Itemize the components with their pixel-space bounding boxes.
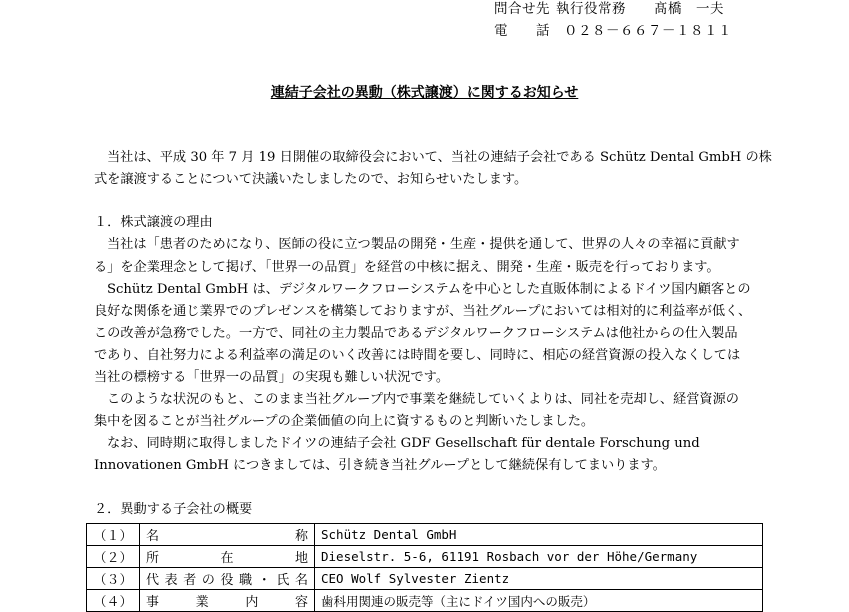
table-row: [87, 568, 763, 590]
row-number: （３）: [87, 568, 140, 590]
row-value: Schütz Dental GmbH: [315, 524, 763, 546]
row-item-label: 事業内容: [146, 595, 308, 610]
section1-line: 良好な関係を通じ業界でのプレゼンスを構築しておりますが、当社グループにおいては相対的に利益率が低く、: [94, 304, 752, 319]
row-value: CEO Wolf Sylvester Zientz: [315, 568, 763, 590]
section1-line: このような状況のもと、このまま当社グループ内で事業を継続していくよりは、同社を売却し、経営資源の: [107, 392, 739, 407]
section1-line: 当社は「患者のためになり、医師の役に立つ製品の開発・生産・提供を通して、世界の人々の幸福に貢献す: [107, 237, 740, 252]
section2-heading: ２．異動する子会社の概要: [94, 502, 253, 517]
row-number: （２）: [87, 546, 140, 568]
row-item-label: 名称: [146, 529, 308, 544]
phone-number: ０２８－６６７－１８１１: [564, 23, 732, 39]
section1-line: この改善が急務でした。一方で、同社の主力製品であるデジタルワークフローシステムは他社からの仕入製品: [94, 326, 738, 341]
table-row: [87, 524, 763, 546]
row-number: （１）: [87, 524, 140, 546]
section1-line: Innovationen GmbH につきましては、引き続き当社グループとして継続保有してまいります。: [94, 458, 666, 473]
intro-line: 式を譲渡することについて決議いたしましたので、お知らせいたします。: [94, 172, 528, 187]
contact-inquiry: [494, 0, 724, 17]
section1-heading: １．株式譲渡の理由: [94, 215, 213, 230]
row-item: [140, 568, 315, 590]
inquiry-label: 問合せ先: [494, 1, 550, 17]
table-row: [87, 590, 763, 612]
section1-line: 当社の標榜する「世界一の品質」の実現も難しい状況です。: [94, 370, 450, 385]
section1-line: Schütz Dental GmbH は、デジタルワークフローシステムを中心とした直販体制によるドイツ国内顧客との: [107, 282, 751, 297]
section1-line: であり、自社努力による利益率の満足のいく改善には時間を要し、同時に、相応の経営資源の投入なくしては: [94, 348, 741, 363]
document-title: 連結子会社の異動（株式譲渡）に関するお知らせ: [270, 85, 579, 101]
row-item-label: 代表者の役職・氏名: [146, 573, 308, 588]
row-item: [140, 590, 315, 612]
section1-line: 集中を図ることが当社グループの企業価値の向上に資するものと判断いたしました。: [94, 414, 595, 429]
row-item-label: 所在地: [146, 551, 308, 566]
contact-phone: [494, 19, 732, 39]
table-row: [87, 546, 763, 568]
intro-line: 当社は、平成 30 年 7 月 19 日開催の取締役会において、当社の連結子会社である Schütz Dental GmbH の株: [107, 150, 772, 165]
row-value: Dieselstr. 5-6, 61191 Rosbach vor der Höhe/Germany: [315, 546, 763, 568]
row-number: （４）: [87, 590, 140, 612]
row-item: [140, 546, 315, 568]
row-item: [140, 524, 315, 546]
phone-label: 電 話: [494, 23, 550, 39]
section1-line: る」を企業理念として掲げ、「世界一の品質」を経営の中核に据え、開発・生産・販売を行っております。: [94, 260, 720, 275]
row-value: 歯科用関連の販売等（主にドイツ国内への販売）: [315, 590, 763, 612]
inquiry-person: 執行役常務 髙橋 一夫: [556, 1, 724, 17]
section1-line: なお、同時期に取得しましたドイツの連結子会社 GDF Gesellschaft für dentale Forschung und: [107, 436, 700, 451]
subsidiary-overview-table: [86, 523, 763, 612]
